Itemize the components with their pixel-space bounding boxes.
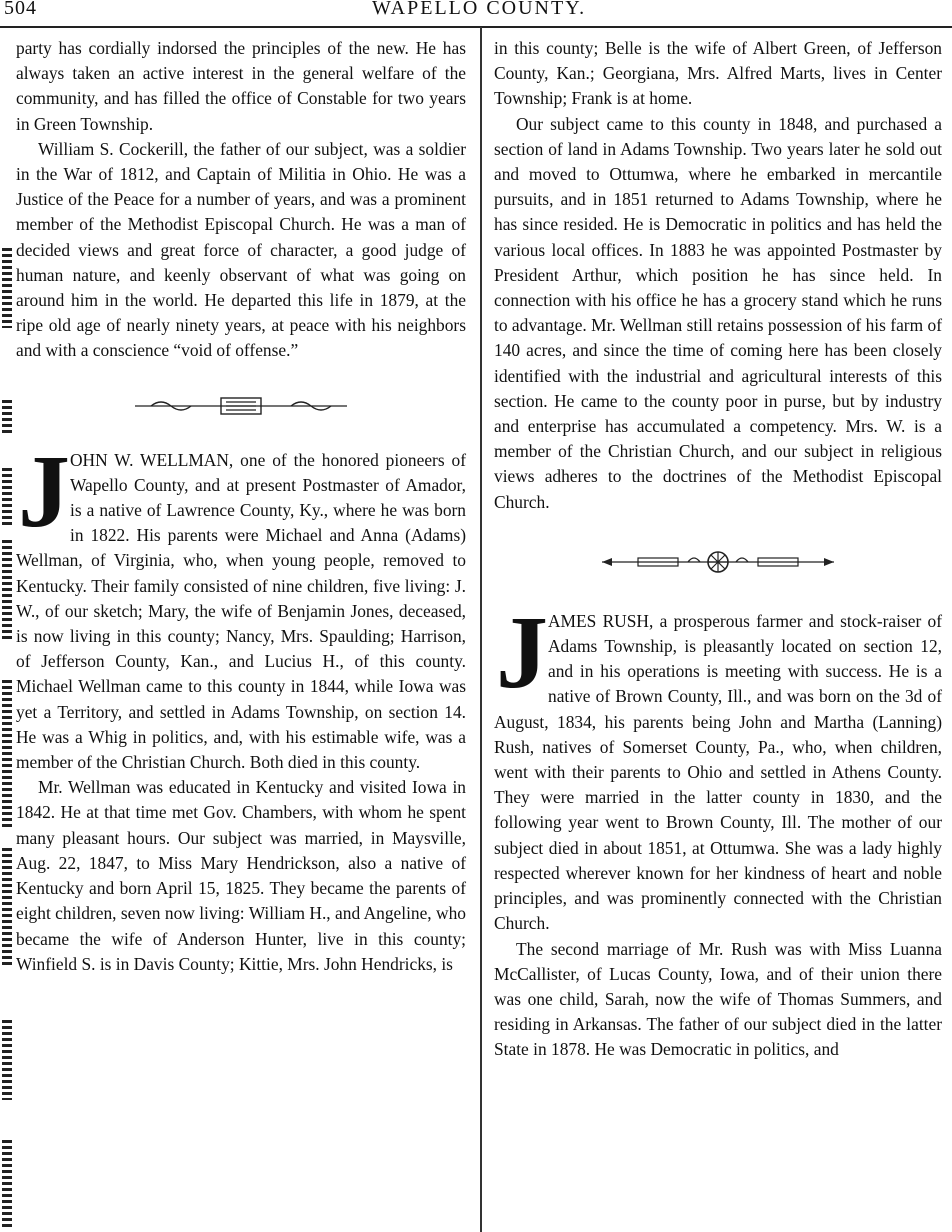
binding-mark [2, 1140, 12, 1230]
binding-mark [2, 1020, 12, 1100]
biography-wellman [16, 433, 466, 977]
paragraph: Mr. Wellman was educated in Kentucky and visited Iowa in 1842. He at that time met Gov. Chambers, with whom he spent many pleasant hours. Our subject was married, in Maysville, Aug. 22, 1847, to Miss Mary Hendrickson, also a native of Kentucky and born April 15, 1825. They became the parents of eight children, seven now living: William H., and Angeline, who became the wife of Anderson Hunter, live in this county; Winfield S. is in Davis County; Kittie, Mrs. John Hendricks, is [16, 777, 466, 974]
binding-mark [2, 400, 12, 436]
paragraph: in this county; Belle is the wife of Albert Green, of Jefferson County, Kan.; Georgiana, Mrs. Alfred Marts, lives in Center Township; Frank is at home. [494, 38, 942, 109]
paragraph: AMES RUSH, a prosperous farmer and stock-raiser of Adams Township, is pleasantly located on section 12, and in his operations is meeting with success. He is a native of Brown County, Ill., and was born on the 3d of August, 1834, his parents being John and Martha (Lanning) Rush, natives of Somerset County, Pa., who, when children, went with their parents to Ohio and settled in Athens County. They were married in the latter county in 1830, and the following year went to Brown County, Ill. The mother of our subject died in about 1851, at Ottumwa. She was a lady highly respected wherever known for her kindness of heart and noble principles, and was prominently connected with the Christian Church. [494, 610, 942, 934]
paragraph: party has cordially indorsed the principles of the new. He has always taken an active interest in the general welfare of the community, and has filled the office of Constable for two years in Green Township. [16, 38, 466, 134]
column-divider [480, 27, 482, 1232]
left-column [16, 36, 466, 977]
drop-cap: J [496, 594, 548, 710]
paragraph: William S. Cockerill, the father of our subject, was a soldier in the War of 1812, and Captain of Militia in Ohio. He was a Justice of the Peace for a number of years, and was a prominent member of the Methodist Episcopal Church. He was a man of decided views and great force of character, a good judge of human nature, and keenly observant of what was going on around him in the world. He departed this life in 1879, at the ripe old age of nearly ninety years, at peace with his neighbors and with a conscience “void of offense.” [16, 138, 466, 361]
drop-cap: J [18, 433, 70, 549]
paragraph: The second marriage of Mr. Rush was with Miss Luanna McCallister, of Lucas County, Iowa, and of their union there was one child, Sarah, now the wife of Thomas Summers, and residing in Arkansas. The father of our subject died in the latter State in 1878. He was Democratic in politics, and [494, 938, 942, 1060]
binding-mark [2, 248, 12, 328]
section-divider-ornament [131, 394, 351, 418]
binding-mark [2, 468, 12, 528]
right-column [494, 36, 942, 1063]
binding-mark [2, 848, 12, 968]
page-number: 504 [4, 0, 37, 19]
paragraph: Our subject came to this county in 1848, and purchased a section of land in Adams Township. Two years later he sold out and moved to Ottumwa, where he embarked in mercantile pursuits, and in 1851 returned to Adams Township, where he has since resided. He is Democratic in politics and has held the various local offices. In 1883 he was appointed Postmaster by President Arthur, which position he has since held. In connection with his office he has a grocery stand which he runs to advantage. Mr. Wellman still retains possession of his farm of 140 acres, and since the time of coming here has been closely identified with the industrial and agricultural interests of this section. He came to the county poor in purse, but by industry and enterprise has accumulated a competency. Mrs. W. is a member of the Christian Church, and our subject in religious views adheres to the doctrines of the Methodist Episcopal Church. [494, 113, 942, 512]
binding-mark [2, 540, 12, 640]
running-head: WAPELLO COUNTY. [372, 0, 587, 19]
section-divider-ornament [598, 549, 838, 575]
header-rule [0, 26, 952, 28]
paragraph: OHN W. WELLMAN, one of the honored pioneers of Wapello County, and at present Postmaster of Amador, is a native of Lawrence County, Ky., where he was born in 1822. His parents were Michael and Anna (Adams) Wellman, of Virginia, who, when young people, removed to Kentucky. Their family consisted of nine children, five living: J. W., of our sketch; Mary, the wife of Benjamin Jones, deceased, is now living in this county; Nancy, Mrs. Spaulding; Harrison, of Jefferson County, Kan., and Lucius H., of this county. Michael Wellman came to this county in 1844, while Iowa was yet a Territory, and settled in Adams Township, on section 14. He was a Whig in politics, and, with his estimable wife, was a member of the Christian Church. Both died in this county. [16, 449, 466, 773]
biography-rush [494, 594, 942, 1063]
binding-mark [2, 680, 12, 830]
